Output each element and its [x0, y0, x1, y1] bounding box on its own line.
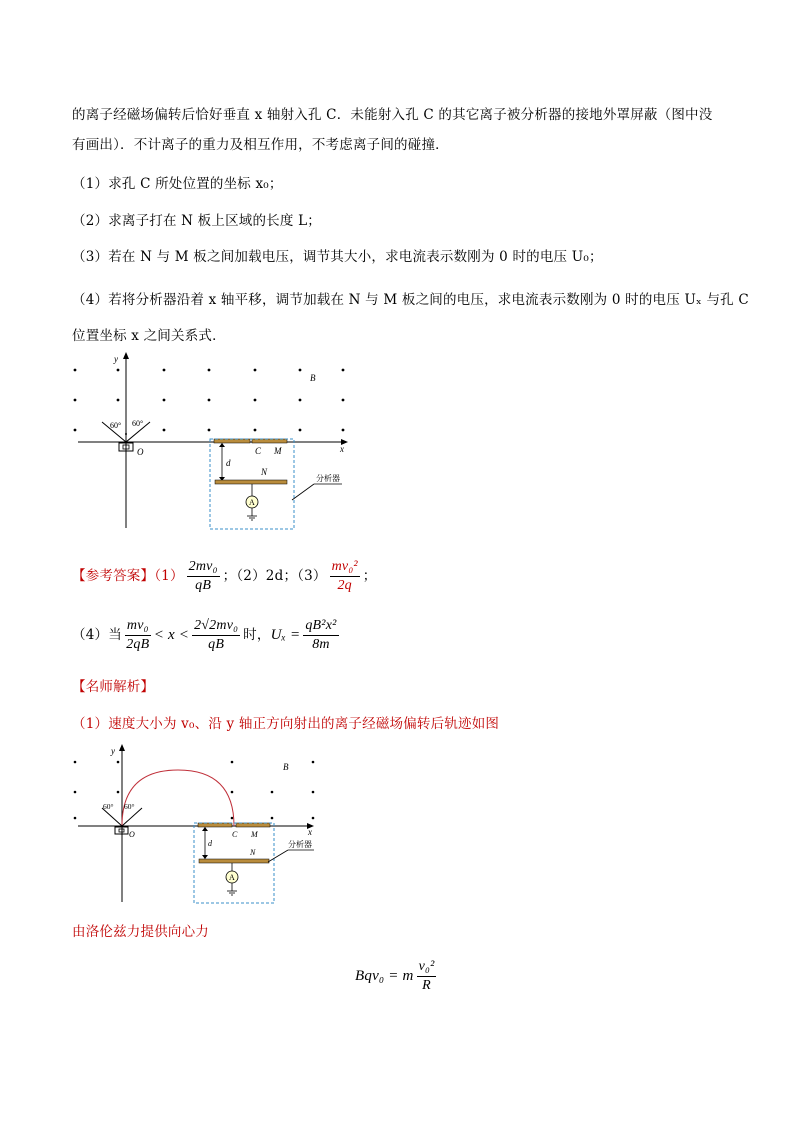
answer-4-fraction-1 — [125, 617, 151, 654]
angle-right-label: 60° — [124, 802, 135, 811]
origin-label: O — [137, 447, 144, 457]
x-axis-label: x — [308, 827, 312, 837]
angle-left-label: 60° — [103, 802, 114, 811]
answer-4-f3-denominator: 8m — [312, 637, 330, 652]
question-4-part-a: （4）若将分析器沿着 x 轴平移，调节加载在 N 与 M 板之间的电压，求电流表示数刚为 0 时的电压 Uₓ 与孔 C — [72, 292, 749, 308]
plate-m-label: M — [274, 446, 282, 456]
hole-c-label: C — [255, 446, 262, 456]
distance-d-label: d — [208, 839, 212, 848]
answer-4-f3-numerator: qB²x² — [303, 617, 338, 636]
plate-left — [198, 823, 232, 827]
analysis-step-1: （1）速度大小为 v₀、沿 y 轴正方向射出的离子经磁场偏转后轨迹如图 — [72, 716, 500, 732]
answer-1-fraction — [187, 558, 220, 595]
answer-4-when: 时， — [243, 627, 271, 643]
answer-4-f2-denominator: qB — [208, 637, 225, 652]
y-axis-label: y — [114, 354, 118, 364]
analyzer-label: 分析器 — [288, 840, 312, 849]
answer-4-inequality: < x < — [153, 627, 190, 643]
equation-denominator: R — [422, 978, 431, 993]
x-axis-label: x — [340, 444, 344, 454]
field-label-b: B — [283, 762, 289, 772]
answer-4-f1-denominator: 2qB — [126, 637, 150, 652]
plate-left — [214, 439, 250, 443]
question-1: （1）求孔 C 所处位置的坐标 x₀； — [72, 176, 283, 192]
equation-numerator: v₀² — [417, 958, 437, 977]
answer-4-f2-numerator: 2√2mv₀ — [192, 617, 240, 636]
answer-3-denominator: 2q — [337, 578, 352, 593]
angle-right-label: 60° — [132, 419, 144, 428]
plate-m — [236, 823, 270, 827]
field-label-b: B — [310, 373, 316, 383]
sep-3: ； — [362, 568, 377, 584]
y-axis-label: y — [111, 746, 115, 756]
problem-line-1: 的离子经磁场偏转后恰好垂直 x 轴射入孔 C．未能射入孔 C 的其它离子被分析器的接地外罩屏蔽（图中没 — [72, 107, 713, 123]
plate-m-label: M — [251, 830, 258, 839]
answer-3-fraction — [330, 558, 360, 595]
analysis-step-2: 由洛伦兹力提供向心力 — [72, 924, 209, 940]
answer-1-denominator: qB — [195, 578, 212, 593]
ion-trajectory — [122, 770, 234, 826]
ammeter-label: A — [249, 498, 255, 507]
problem-line-2: 有画出）．不计离子的重力及相互作用，不考虑离子间的碰撞． — [72, 137, 449, 153]
distance-d-label: d — [226, 458, 231, 468]
answer-label: 【参考答案】 — [72, 568, 155, 584]
angle-left-label: 60° — [110, 421, 122, 430]
question-3: （3）若在 N 与 M 板之间加载电压，调节其大小，求电流表示数刚为 0 时的电压 U₀； — [72, 249, 603, 265]
answer-3-prefix: （3） — [297, 568, 327, 584]
equation-left: Bqv₀ = m — [355, 968, 414, 984]
answer-2: （2）2d — [236, 568, 284, 584]
answer-3-numerator: mv₀² — [330, 558, 360, 577]
plate-n — [199, 859, 269, 863]
question-4-part-b: 位置坐标 x 之间关系式． — [72, 328, 226, 344]
figure-2-diagram — [66, 742, 326, 907]
lorentz-equation — [355, 958, 439, 995]
answer-4-f1-numerator: mv₀ — [125, 617, 151, 636]
origin-label: O — [129, 830, 135, 839]
ammeter-label: A — [229, 873, 235, 882]
answer-1-numerator: 2mv₀ — [187, 558, 220, 577]
answer-4-prefix: （4）当 — [72, 627, 122, 643]
sep-1: ； — [222, 568, 237, 584]
sep-2: ； — [283, 568, 298, 584]
figure-1-diagram — [66, 350, 356, 535]
plate-n-label: N — [261, 467, 268, 477]
answer-line-2 — [72, 617, 342, 654]
answer-4-fraction-3 — [303, 617, 338, 654]
answer-4-ux: Uₓ = — [270, 627, 301, 643]
answer-1-prefix: （1） — [154, 568, 184, 584]
plate-m — [252, 439, 287, 443]
equation-fraction — [417, 958, 437, 995]
question-2: （2）求离子打在 N 板上区域的长度 L； — [72, 213, 321, 229]
analysis-label: 【名师解析】 — [72, 679, 155, 695]
plate-n-label: N — [250, 848, 256, 857]
plate-n — [215, 480, 287, 484]
hole-c-label: C — [232, 830, 238, 839]
answer-line-1 — [72, 558, 377, 595]
analyzer-label: 分析器 — [316, 474, 340, 483]
answer-4-fraction-2 — [192, 617, 240, 654]
